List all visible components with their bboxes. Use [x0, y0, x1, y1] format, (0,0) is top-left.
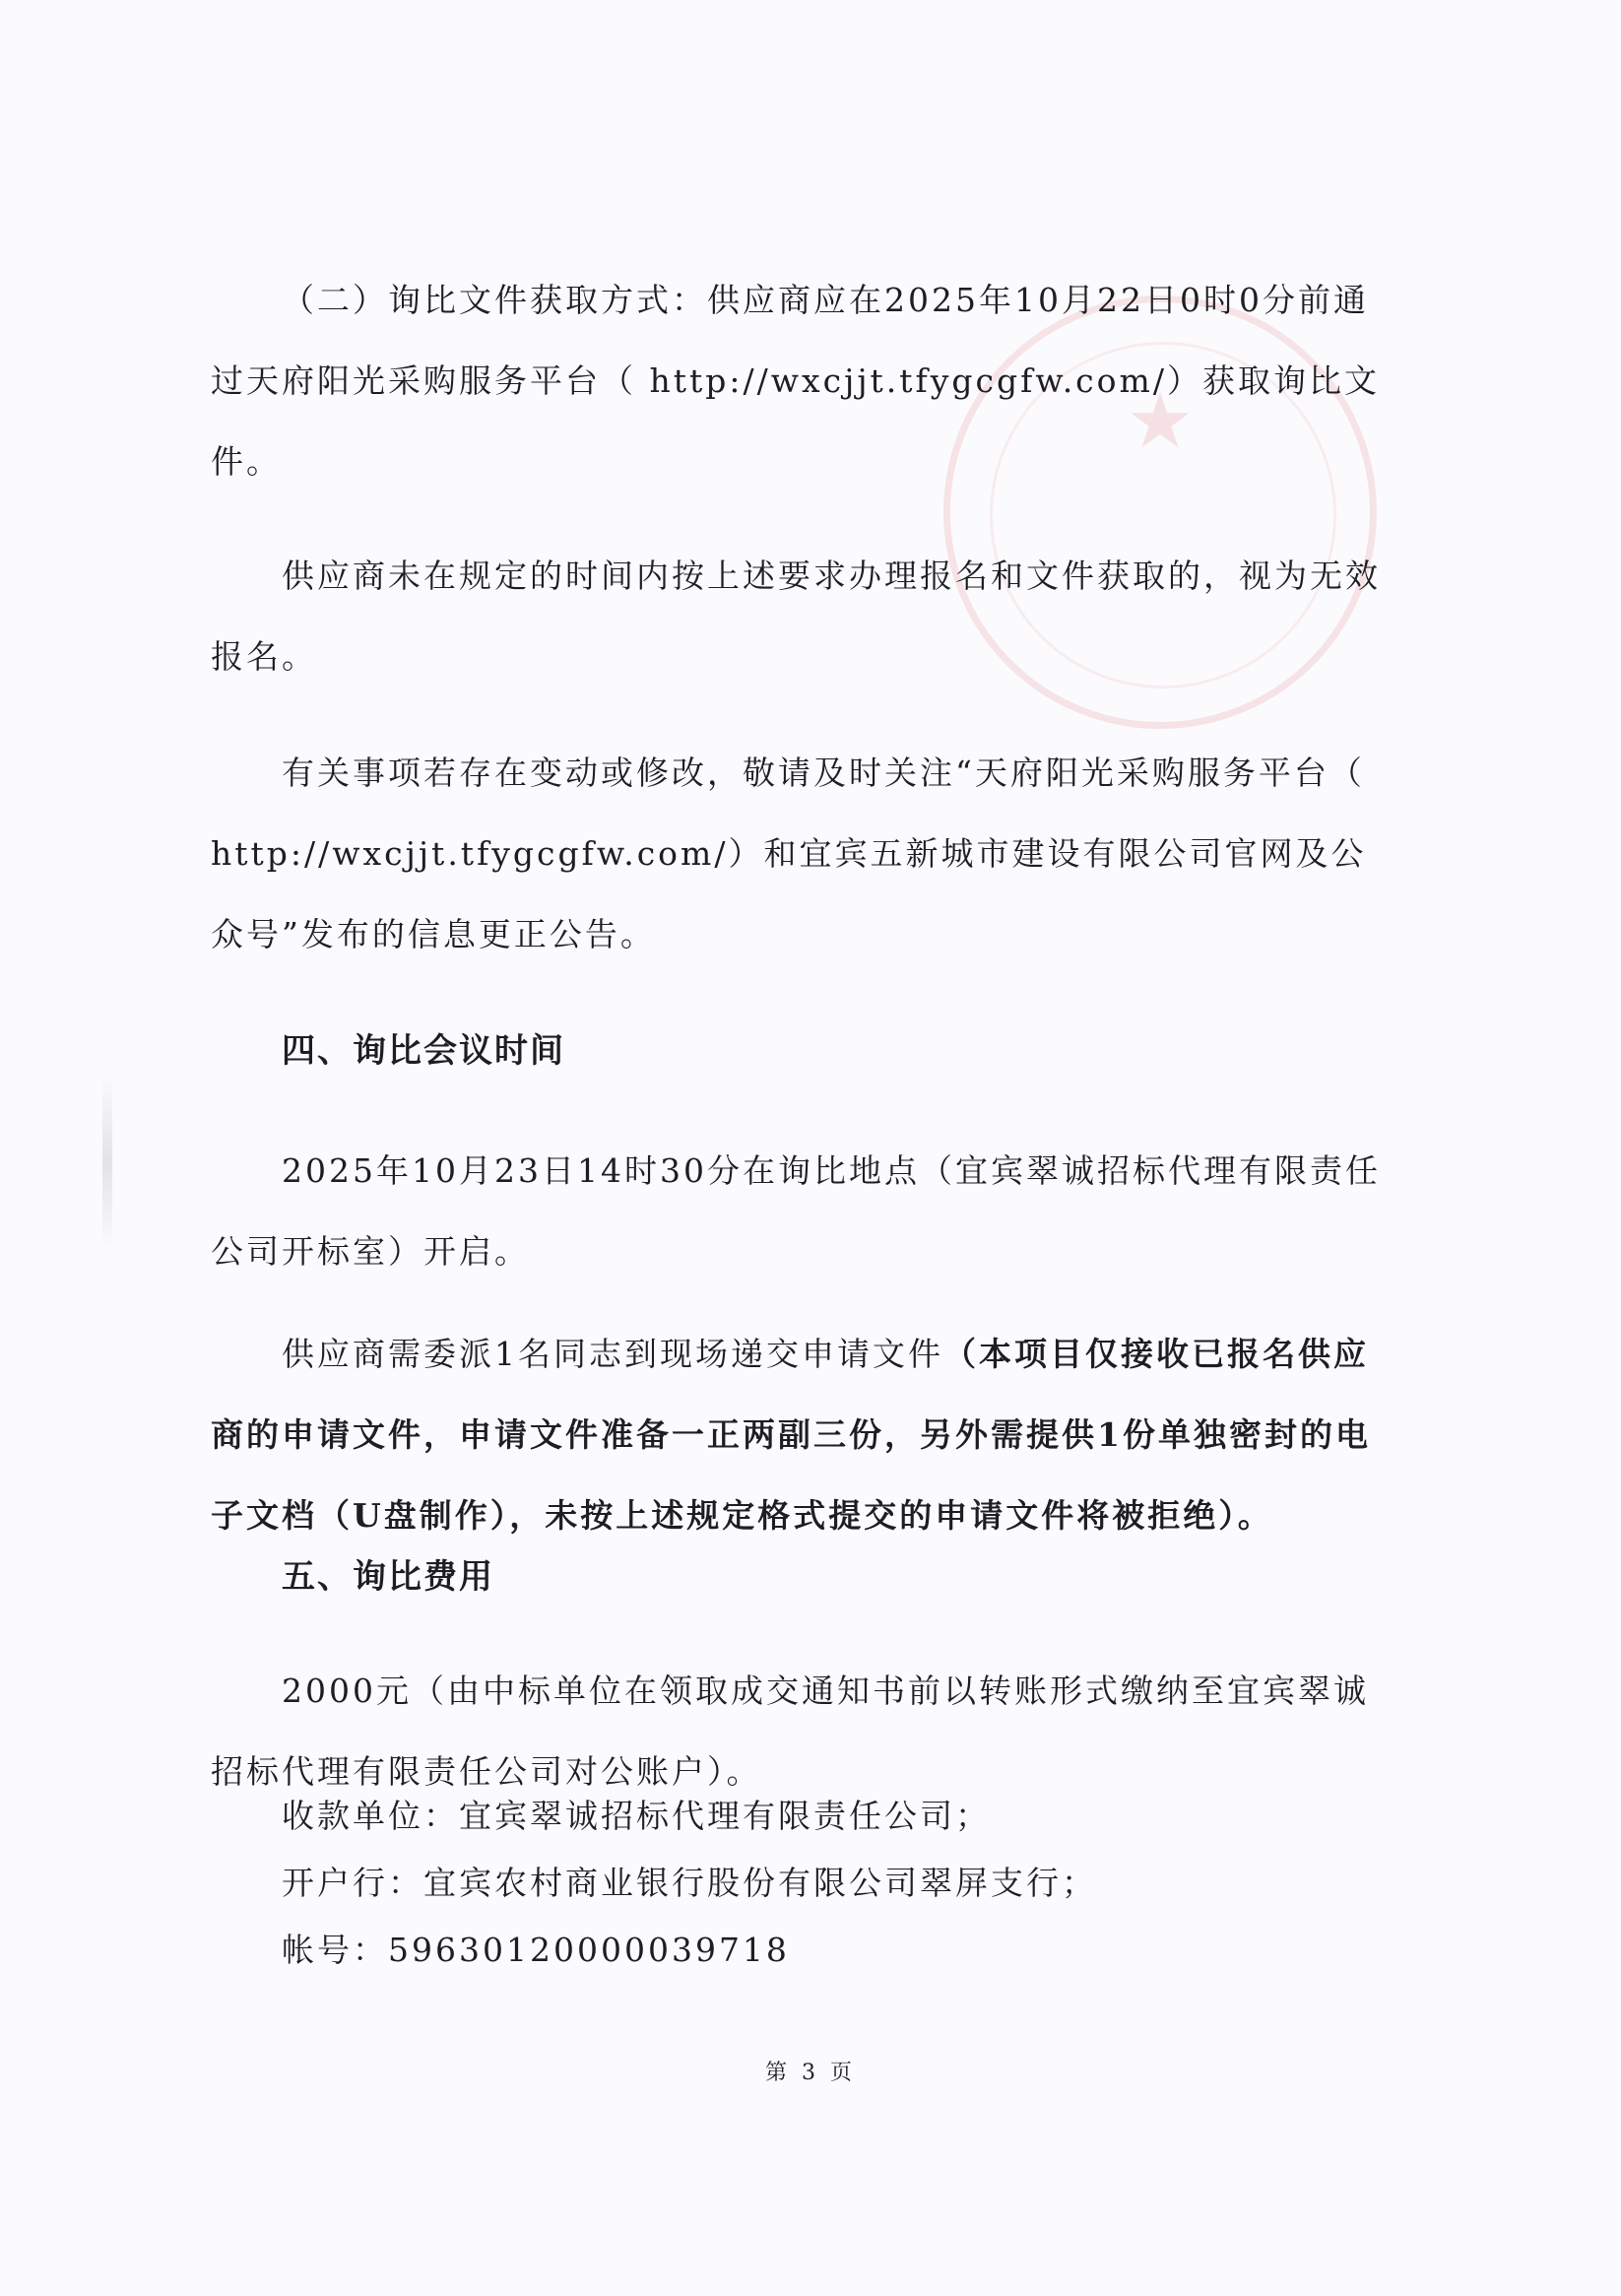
paragraph-document-acquisition: （二）询比文件获取方式：供应商应在2025年10月22日0时0分前通过天府阳光采购服务平台（ http://wxcjjt.tfygcgfw.com/）获取询比文件。: [211, 281, 1380, 481]
submission-bold-text: （本项目仅接收已报名供应商的申请文件，申请文件准备一正两副三份，另外需提供1份单独密封的电子文档（U盘制作），未按上述规定格式提交的申请文件将被拒绝）。: [211, 1335, 1371, 1535]
paragraph-change-notice: 有关事项若存在变动或修改，敬请及时关注“天府阳光采购服务平台（ http://wxcjjt.tfygcgfw.com/）和宜宾五新城市建设有限公司官网及公众号”发布的信息更正公告。: [211, 754, 1367, 953]
scan-artifact: [102, 1074, 112, 1251]
page-number: 第 3 页: [765, 2061, 856, 2085]
paragraph-fee-amount: 2000元（由中标单位在领取成交通知书前以转账形式缴纳至宜宾翠诚招标代理有限责任公司对公账户）。: [211, 1672, 1369, 1791]
paragraph-submission-requirements: [211, 1314, 1393, 1556]
star-icon: ★: [1126, 377, 1195, 466]
account-number-line: 帐号：59630120000039718: [282, 1931, 790, 1969]
heading-fees: 五、询比费用: [282, 1557, 494, 1597]
payee-line: 收款单位：宜宾翠诚招标代理有限责任公司；: [282, 1797, 991, 1835]
bank-line: 开户行：宜宾农村商业银行股份有限公司翠屏支行；: [282, 1864, 1097, 1902]
paragraph-invalid-registration: 供应商未在规定的时间内按上述要求办理报名和文件获取的，视为无效报名。: [211, 557, 1381, 676]
submission-text: 供应商需委派1名同志到现场递交申请文件: [282, 1335, 943, 1373]
paragraph-meeting-time: 2025年10月23日14时30分在询比地点（宜宾翠诚招标代理有限责任公司开标室）开启。: [211, 1151, 1381, 1271]
heading-meeting-time: 四、询比会议时间: [282, 1031, 565, 1071]
